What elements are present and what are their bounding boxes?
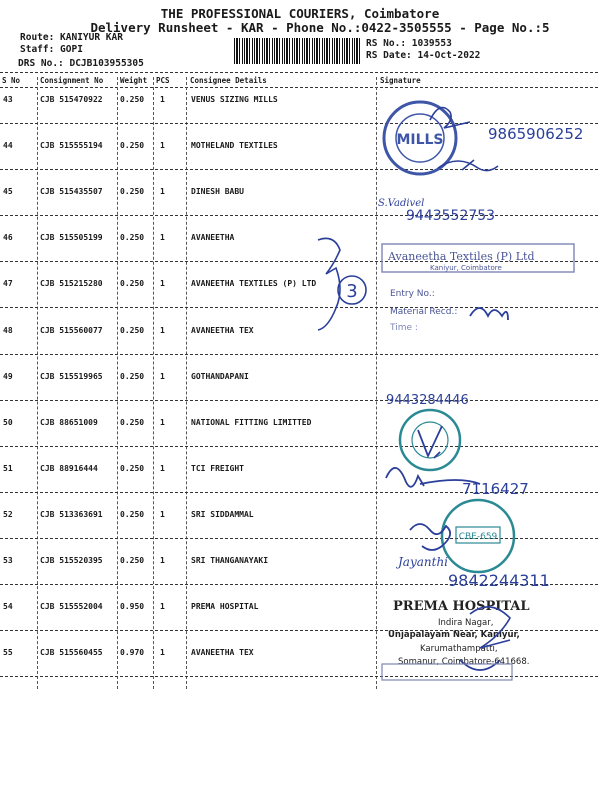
- prema-stamp-addr2: Unjapalayam Near, Kaniyur,: [388, 630, 520, 640]
- row-pcs: 1: [160, 325, 165, 335]
- row-sno: 45: [3, 187, 13, 197]
- drs-number: DRS No.: DCJB103955305: [18, 58, 144, 69]
- rs-number: RS No.: 1039553: [366, 38, 452, 49]
- company-title: THE PROFESSIONAL COURIERS, Coimbatore: [160, 6, 440, 21]
- prema-stamp-addr1: Indira Nagar,: [438, 618, 494, 628]
- col-signature-header: Signature: [380, 76, 421, 85]
- row-weight: 0.950: [120, 602, 145, 612]
- row-consignment: CJB 515470922: [40, 95, 103, 104]
- row-sno: 49: [3, 371, 13, 381]
- signature-scribble: [418, 426, 442, 458]
- row-weight: 0.250: [120, 325, 145, 335]
- handwritten-phone: 9443284446: [386, 393, 469, 408]
- row-consignment: CJB 515560077: [40, 325, 103, 335]
- national-fitting-stamp: [400, 410, 460, 470]
- row-consignee: AVANEETHA TEX: [191, 325, 254, 335]
- prema-stamp-name: PREMA HOSPITAL: [393, 599, 530, 614]
- handwritten-phone: 7116427: [462, 480, 529, 498]
- row-consignee: AVANEETHA TEX: [191, 648, 254, 658]
- row-weight: 0.250: [120, 509, 145, 519]
- row-consignee: GOTHANDAPANI: [191, 371, 249, 381]
- avaneetha-material-recd: Material Recd.:: [390, 307, 458, 317]
- row-consignee: PREMA HOSPITAL: [191, 602, 259, 612]
- row-pcs: 1: [160, 371, 165, 381]
- row-weight: 0.250: [120, 187, 145, 197]
- row-consignee: TCI FREIGHT: [191, 463, 244, 473]
- avaneetha-stamp-city: Kaniyur, Coimbatore: [430, 264, 502, 272]
- row-consignment: CJB 88651009: [40, 417, 98, 427]
- row-consignment: CJB 515520395: [40, 556, 103, 565]
- route-label: Route: KANIYUR KAR: [20, 32, 123, 43]
- row-consignee: SRI THANGANAYAKI: [191, 556, 269, 565]
- row-weight: 0.250: [120, 463, 145, 473]
- row-weight: 0.250: [120, 417, 145, 427]
- row-consignment: CJB 515519965: [40, 371, 103, 381]
- row-weight: 0.250: [120, 556, 145, 565]
- row-weight: 0.250: [120, 141, 145, 151]
- row-pcs: 1: [160, 648, 165, 658]
- row-consignment: CJB 515552004: [40, 602, 103, 612]
- row-consignee: AVANEETHA TEXTILES (P) LTD: [191, 279, 317, 289]
- rs-date: RS Date: 14-Oct-2022: [366, 50, 481, 61]
- col-sno-header: S No: [2, 76, 21, 85]
- row-sno: 51: [3, 463, 13, 473]
- row-consignee: SRI SIDDAMMAL: [191, 509, 254, 519]
- row-weight: 0.250: [120, 279, 145, 289]
- handwritten-name: Jayanthi: [398, 555, 449, 569]
- row-pcs: 1: [160, 233, 165, 243]
- venus-stamp-text: MILLS: [396, 132, 444, 148]
- row-consignment: CJB 515505199: [40, 233, 103, 243]
- row-weight: 0.250: [120, 371, 145, 381]
- row-sno: 46: [3, 233, 13, 243]
- prema-stamp-addr3: Karumathampatti,: [420, 644, 498, 654]
- row-weight: 0.970: [120, 648, 145, 658]
- bracket-mark: [318, 238, 340, 330]
- cbe-stamp-code: CBE-659: [458, 532, 498, 542]
- row-consignee: MOTHELAND TEXTILES: [191, 141, 278, 151]
- avaneetha-stamp: [382, 244, 574, 333]
- row-weight: 0.250: [120, 233, 145, 243]
- row-consignment: CJB 515560455: [40, 648, 103, 658]
- row-sno: 47: [3, 279, 13, 289]
- row-sno: 48: [3, 325, 13, 335]
- row-pcs: 1: [160, 95, 165, 104]
- handwritten-phone: 9865906252: [488, 125, 584, 143]
- row-pcs: 1: [160, 417, 165, 427]
- row-sno: 54: [3, 602, 13, 612]
- col-consignment-header: Consignment No: [40, 76, 104, 85]
- runsheet-title: Delivery Runsheet - KAR - Phone No.:0422-3505555 - Page No.:5: [90, 20, 550, 35]
- row-pcs: 1: [160, 463, 165, 473]
- avaneetha-entry-no: Entry No.:: [390, 289, 435, 299]
- cbe-stamp: [442, 500, 514, 572]
- avaneetha-stamp-title: Avaneetha Textiles (P) Ltd: [388, 250, 535, 263]
- row-sno: 53: [3, 556, 13, 565]
- row-consignment: CJB 515555194: [40, 141, 103, 151]
- circled-count: 3: [346, 281, 358, 302]
- row-consignment: CJB 515435507: [40, 187, 103, 197]
- row-consignee: NATIONAL FITTING LIMITTED: [191, 417, 312, 427]
- row-pcs: 1: [160, 141, 165, 151]
- col-consignee-header: Consignee Details: [190, 76, 267, 85]
- row-weight: 0.250: [120, 95, 145, 104]
- row-pcs: 1: [160, 602, 165, 612]
- row-sno: 43: [3, 95, 13, 104]
- handwritten-phone: 9842244311: [448, 571, 550, 590]
- prema-stamp-addr4: Somanur, Coimbatore-641668.: [398, 657, 530, 667]
- row-consignment: CJB 513363691: [40, 509, 103, 519]
- col-weight-header: Weight: [120, 76, 148, 85]
- prema-stamp: [388, 599, 530, 667]
- row-pcs: 1: [160, 187, 165, 197]
- row-consignee: VENUS SIZING MILLS: [191, 95, 278, 104]
- row-consignee: AVANEETHA: [191, 233, 235, 243]
- handwritten-phone: 9443552753: [406, 208, 496, 224]
- signature-scribble: [470, 308, 508, 320]
- row-pcs: 1: [160, 556, 165, 565]
- row-pcs: 1: [160, 279, 165, 289]
- row-sno: 44: [3, 141, 13, 151]
- row-sno: 55: [3, 648, 13, 658]
- col-pcs-header: PCS: [156, 76, 170, 85]
- row-consignee: DINESH BABU: [191, 187, 244, 197]
- national-stamp-ring: [400, 410, 460, 470]
- row-sno: 50: [3, 417, 13, 427]
- avaneetha-time: Time :: [390, 323, 418, 333]
- handwritten-name: S.Vadivel: [378, 198, 425, 209]
- staff-label: Staff: GOPI: [20, 44, 83, 55]
- row-pcs: 1: [160, 509, 165, 519]
- row-sno: 52: [3, 509, 13, 519]
- row-consignment: CJB 515215280: [40, 279, 103, 289]
- row-consignment: CJB 88916444: [40, 463, 98, 473]
